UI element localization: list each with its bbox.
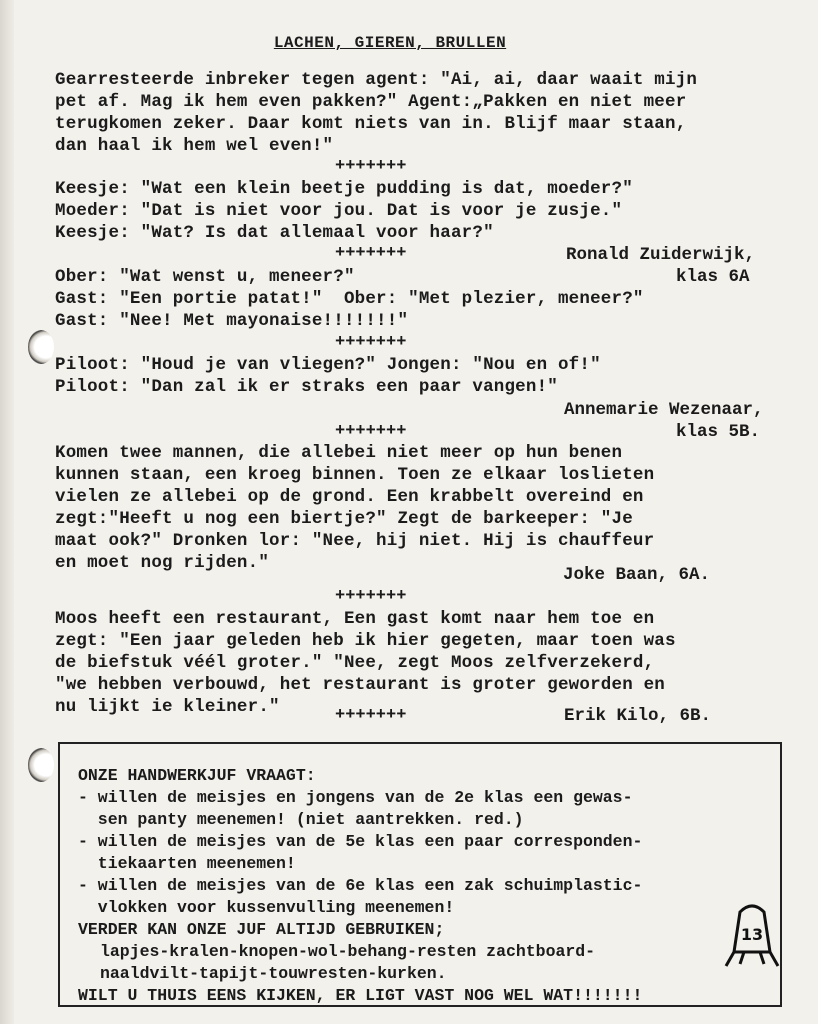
joke-line: Moeder: "Dat is niet voor jou. Dat is voor je zusje." — [55, 201, 623, 221]
separator: +++++++ — [335, 244, 407, 263]
notice-item: tiekaarten meenemen! — [78, 854, 296, 873]
notice-material: naaldvilt-tapijt-touwresten-kurken. — [100, 964, 447, 983]
author-class: klas 5B. — [676, 422, 761, 442]
joke-line: Keesje: "Wat een klein beetje pudding is dat, moeder?" — [55, 179, 633, 199]
separator: +++++++ — [335, 422, 407, 441]
separator: +++++++ — [335, 157, 407, 176]
notice-item: sen panty meenemen! (niet aantrekken. red.) — [78, 810, 524, 829]
joke-line: zegt:"Heeft u nog een biertje?" Zegt de barkeeper: "Je — [55, 509, 633, 529]
joke-line: pet af. Mag ik hem even pakken?" Agent:„Pakken en niet meer — [55, 92, 687, 112]
page-number-doodle — [722, 900, 782, 970]
joke-line: terugkomen zeker. Daar komt niets van in. Blijf maar staan, — [55, 114, 687, 134]
notice-heading: ONZE HANDWERKJUF VRAAGT: — [78, 766, 316, 785]
author-name: Joke Baan, 6A. — [563, 565, 711, 585]
separator: +++++++ — [335, 587, 407, 606]
joke-line: Keesje: "Wat? Is dat allemaal voor haar?" — [55, 223, 494, 243]
joke-line: maat ook?" Dronken lor: "Nee, hij niet. Hij is chauffeur — [55, 531, 655, 551]
page-number: 13 — [740, 925, 764, 944]
notice-item: vlokken voor kussenvulling meenemen! — [78, 898, 455, 917]
author-name: Annemarie Wezenaar, — [564, 400, 764, 420]
joke-line: zegt: "Een jaar geleden heb ik hier gegeten, maar toen was — [55, 631, 676, 651]
notice-also: VERDER KAN ONZE JUF ALTIJD GEBRUIKEN; — [78, 920, 445, 939]
notice-closing: WILT U THUIS EENS KIJKEN, ER LIGT VAST NOG WEL WAT!!!!!!! — [78, 986, 643, 1005]
joke-line: en moet nog rijden." — [55, 553, 270, 573]
notice-item: - willen de meisjes van de 6e klas een zak schuimplastic- — [78, 876, 643, 895]
notice-material: lapjes-kralen-knopen-wol-behang-resten zachtboard- — [100, 942, 596, 961]
separator: +++++++ — [335, 706, 407, 725]
joke-line: nu lijkt ie kleiner." — [55, 697, 280, 717]
notice-item: - willen de meisjes en jongens van de 2e klas een gewas- — [78, 788, 633, 807]
page-title: LACHEN, GIEREN, BRULLEN — [273, 34, 507, 52]
joke-line: vielen ze allebei op de grond. Een krabbelt overeind en — [55, 487, 644, 507]
joke-line: Komen twee mannen, die allebei niet meer op hun benen — [55, 443, 623, 463]
joke-line: de biefstuk véél groter." "Nee, zegt Moos zelfverzekerd, — [55, 653, 655, 673]
joke-line: Piloot: "Houd je van vliegen?" Jongen: "Nou en of!" — [55, 355, 601, 375]
punch-hole — [28, 330, 54, 364]
joke-line: Gast: "Een portie patat!" Ober: "Met plezier, meneer?" — [55, 289, 644, 309]
notice-item: - willen de meisjes van de 5e klas een paar corresponden- — [78, 832, 643, 851]
joke-line: Gearresteerde inbreker tegen agent: "Ai, ai, daar waait mijn — [55, 70, 698, 90]
punch-hole — [28, 748, 54, 782]
page-edge — [0, 0, 14, 1024]
joke-line: Moos heeft een restaurant, Een gast komt naar hem toe en — [55, 609, 655, 629]
joke-line: kunnen staan, een kroeg binnen. Toen ze elkaar loslieten — [55, 465, 655, 485]
joke-line: Piloot: "Dan zal ik er straks een paar vangen!" — [55, 377, 558, 397]
joke-line: dan haal ik hem wel even!" — [55, 136, 334, 156]
author-name: Ronald Zuiderwijk, — [566, 245, 756, 265]
separator: +++++++ — [335, 333, 407, 352]
author-class: klas 6A — [676, 267, 750, 287]
author-name: Erik Kilo, 6B. — [564, 706, 712, 726]
joke-line: Gast: "Nee! Met mayonaise!!!!!!!" — [55, 311, 409, 331]
joke-line: "we hebben verbouwd, het restaurant is groter geworden en — [55, 675, 665, 695]
joke-line: Ober: "Wat wenst u, meneer?" — [55, 267, 355, 287]
